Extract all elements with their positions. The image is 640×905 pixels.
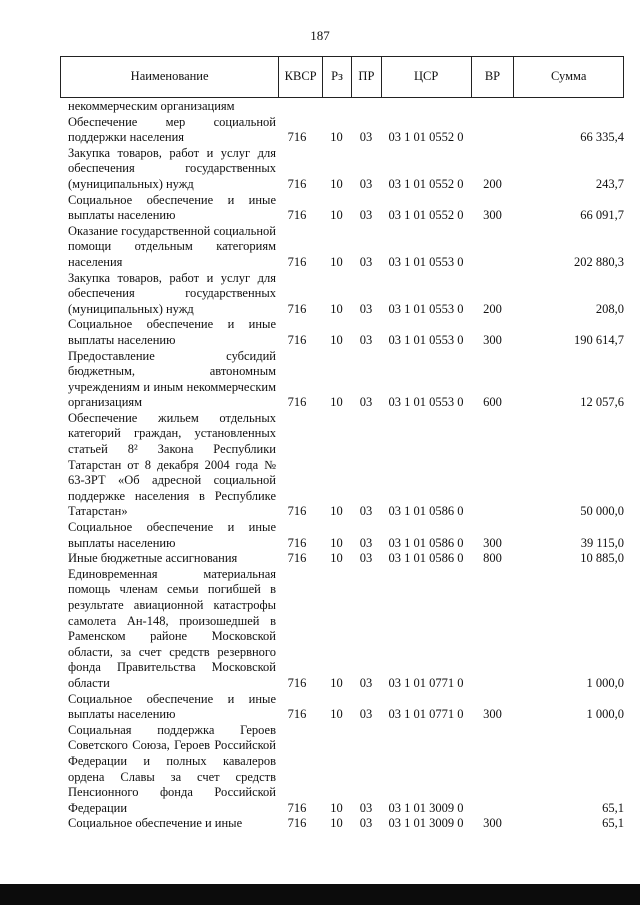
row-csr: 03 1 01 0553 0 bbox=[388, 254, 464, 269]
row-vr: 800 bbox=[483, 551, 502, 566]
row-rz: 10 bbox=[330, 176, 343, 191]
table-row bbox=[60, 349, 624, 411]
row-kvsr: 716 bbox=[287, 816, 307, 831]
row-rz: 10 bbox=[330, 551, 343, 566]
row-sum: 10 885,0 bbox=[580, 551, 624, 566]
header-name: Наименование bbox=[130, 69, 209, 84]
table-row bbox=[60, 115, 624, 146]
row-sum: 190 614,7 bbox=[574, 332, 624, 347]
row-pr: 03 bbox=[359, 130, 373, 145]
row-name: Социальное обеспечение и иные bbox=[68, 816, 243, 831]
row-vr: 600 bbox=[483, 395, 502, 410]
row-kvsr: 716 bbox=[287, 504, 307, 519]
row-kvsr: 716 bbox=[287, 130, 307, 145]
row-sum: 208,0 bbox=[595, 301, 624, 316]
page-number: 187 bbox=[310, 28, 330, 43]
table-row bbox=[60, 567, 624, 692]
row-rz: 10 bbox=[330, 707, 343, 722]
row-name: Оказание государственной социальной помощи отдельным категориям населения bbox=[68, 223, 276, 269]
table-row bbox=[60, 317, 624, 348]
row-vr: 300 bbox=[483, 208, 502, 223]
row-sum: 65,1 bbox=[602, 800, 624, 815]
budget-table bbox=[60, 56, 624, 832]
row-kvsr: 716 bbox=[287, 675, 307, 690]
row-rz: 10 bbox=[330, 535, 343, 550]
row-name: Закупка товаров, работ и услуг для обеспечения государственных (муниципальных) нужд bbox=[68, 145, 276, 191]
table-row bbox=[60, 99, 624, 115]
row-csr: 03 1 01 0552 0 bbox=[388, 208, 464, 223]
row-pr: 03 bbox=[359, 800, 373, 815]
row-csr: 03 1 01 0771 0 bbox=[388, 707, 464, 722]
row-csr: 03 1 01 0553 0 bbox=[388, 395, 464, 410]
table-row bbox=[60, 271, 624, 318]
scan-edge-bar bbox=[0, 884, 640, 905]
row-pr: 03 bbox=[359, 535, 373, 550]
row-sum: 12 057,6 bbox=[580, 395, 624, 410]
table-row bbox=[60, 816, 624, 832]
header-kvsr: КВСР bbox=[278, 57, 322, 97]
row-vr: 200 bbox=[483, 301, 502, 316]
row-rz: 10 bbox=[330, 800, 343, 815]
row-sum: 66 091,7 bbox=[580, 208, 624, 223]
row-csr: 03 1 01 3009 0 bbox=[388, 816, 464, 831]
row-csr: 03 1 01 0552 0 bbox=[388, 130, 464, 145]
row-name: Закупка товаров, работ и услуг для обеспечения государственных (муниципальных) нужд bbox=[68, 270, 276, 316]
row-csr: 03 1 01 0553 0 bbox=[388, 301, 464, 316]
table-body bbox=[60, 98, 624, 832]
table-row bbox=[60, 224, 624, 271]
row-pr: 03 bbox=[359, 208, 373, 223]
row-vr: 200 bbox=[483, 176, 502, 191]
row-sum: 1 000,0 bbox=[586, 707, 624, 722]
row-pr: 03 bbox=[359, 816, 373, 831]
row-vr: 300 bbox=[483, 535, 502, 550]
row-pr: 03 bbox=[359, 301, 373, 316]
header-pr: ПР bbox=[351, 57, 381, 97]
row-name: Социальное обеспечение и иные выплаты населению bbox=[68, 317, 276, 347]
row-kvsr: 716 bbox=[287, 176, 307, 191]
row-csr: 03 1 01 0586 0 bbox=[388, 551, 464, 566]
row-csr: 03 1 01 0553 0 bbox=[388, 332, 464, 347]
row-rz: 10 bbox=[330, 208, 343, 223]
row-pr: 03 bbox=[359, 176, 373, 191]
row-name: Обеспечение мер социальной поддержки населения bbox=[68, 114, 276, 145]
row-pr: 03 bbox=[359, 675, 373, 690]
row-csr: 03 1 01 0586 0 bbox=[388, 504, 464, 519]
row-pr: 03 bbox=[359, 707, 373, 722]
row-rz: 10 bbox=[330, 301, 343, 316]
row-sum: 243,7 bbox=[595, 176, 624, 191]
row-pr: 03 bbox=[359, 332, 373, 347]
row-kvsr: 716 bbox=[287, 332, 307, 347]
row-kvsr: 716 bbox=[287, 301, 307, 316]
row-rz: 10 bbox=[330, 504, 343, 519]
table-row bbox=[60, 193, 624, 224]
header-sum: Сумма bbox=[513, 57, 623, 97]
row-name: Единовременная материальная помощь членам семьи погибшей в результате авиационной катастрофы самолета Ан-148, произошедшей в Раменском районе Московской области, за счет средств резервного фонда Правительства Московской области bbox=[68, 566, 276, 690]
header-csr: ЦСР bbox=[381, 57, 471, 97]
row-kvsr: 716 bbox=[287, 395, 307, 410]
row-sum: 50 000,0 bbox=[580, 504, 624, 519]
table-row bbox=[60, 551, 624, 567]
row-kvsr: 716 bbox=[287, 800, 307, 815]
table-row bbox=[60, 520, 624, 551]
row-kvsr: 716 bbox=[287, 254, 307, 269]
table-row bbox=[60, 723, 624, 817]
row-kvsr: 716 bbox=[287, 535, 307, 550]
row-name: Предоставление субсидий бюджетным, автономным учреждениям и иным некоммерческим организациям bbox=[68, 348, 276, 410]
header-vr: ВР bbox=[471, 57, 514, 97]
row-sum: 39 115,0 bbox=[580, 535, 624, 550]
row-pr: 03 bbox=[359, 504, 373, 519]
row-kvsr: 716 bbox=[287, 551, 307, 566]
row-csr: 03 1 01 0586 0 bbox=[388, 535, 464, 550]
row-rz: 10 bbox=[330, 675, 343, 690]
table-row bbox=[60, 692, 624, 723]
row-pr: 03 bbox=[359, 254, 373, 269]
row-vr: 300 bbox=[483, 332, 502, 347]
row-csr: 03 1 01 0771 0 bbox=[388, 675, 464, 690]
table-header bbox=[60, 56, 624, 98]
header-rz: Рз bbox=[322, 57, 351, 97]
row-rz: 10 bbox=[330, 254, 343, 269]
row-name: Социальное обеспечение и иные выплаты населению bbox=[68, 691, 276, 722]
row-name: Иные бюджетные ассигнования bbox=[68, 551, 238, 566]
row-name: Социальная поддержка Героев Советского Союза, Героев Российской Федерации и полных кавалеров ордена Славы за счет средств Пенсионного фонда Российской Федерации bbox=[68, 722, 276, 815]
row-sum: 65,1 bbox=[602, 816, 624, 831]
row-rz: 10 bbox=[330, 332, 343, 347]
row-sum: 202 880,3 bbox=[574, 254, 624, 269]
row-pr: 03 bbox=[359, 551, 373, 566]
row-sum: 66 335,4 bbox=[580, 130, 624, 145]
row-name: некоммерческим организациям bbox=[68, 99, 235, 113]
row-kvsr: 716 bbox=[287, 208, 307, 223]
row-name: Социальное обеспечение и иные выплаты населению bbox=[68, 520, 276, 550]
row-vr: 300 bbox=[483, 816, 502, 831]
row-vr: 300 bbox=[483, 707, 502, 722]
row-rz: 10 bbox=[330, 130, 343, 145]
row-csr: 03 1 01 0552 0 bbox=[388, 176, 464, 191]
row-csr: 03 1 01 3009 0 bbox=[388, 800, 464, 815]
row-kvsr: 716 bbox=[287, 707, 307, 722]
row-name: Социальное обеспечение и иные выплаты населению bbox=[68, 192, 276, 223]
row-name: Обеспечение жильем отдельных категорий граждан, установленных статьей 8² Закона Республики Татарстан от 8 декабря 2004 года № 63-ЗРТ «Об адресной социальной поддержке населения в Республике Татарстан» bbox=[68, 410, 276, 519]
row-sum: 1 000,0 bbox=[586, 675, 624, 690]
row-rz: 10 bbox=[330, 816, 343, 831]
table-row bbox=[60, 146, 624, 193]
table-row bbox=[60, 411, 624, 520]
row-rz: 10 bbox=[330, 395, 343, 410]
row-pr: 03 bbox=[359, 395, 373, 410]
